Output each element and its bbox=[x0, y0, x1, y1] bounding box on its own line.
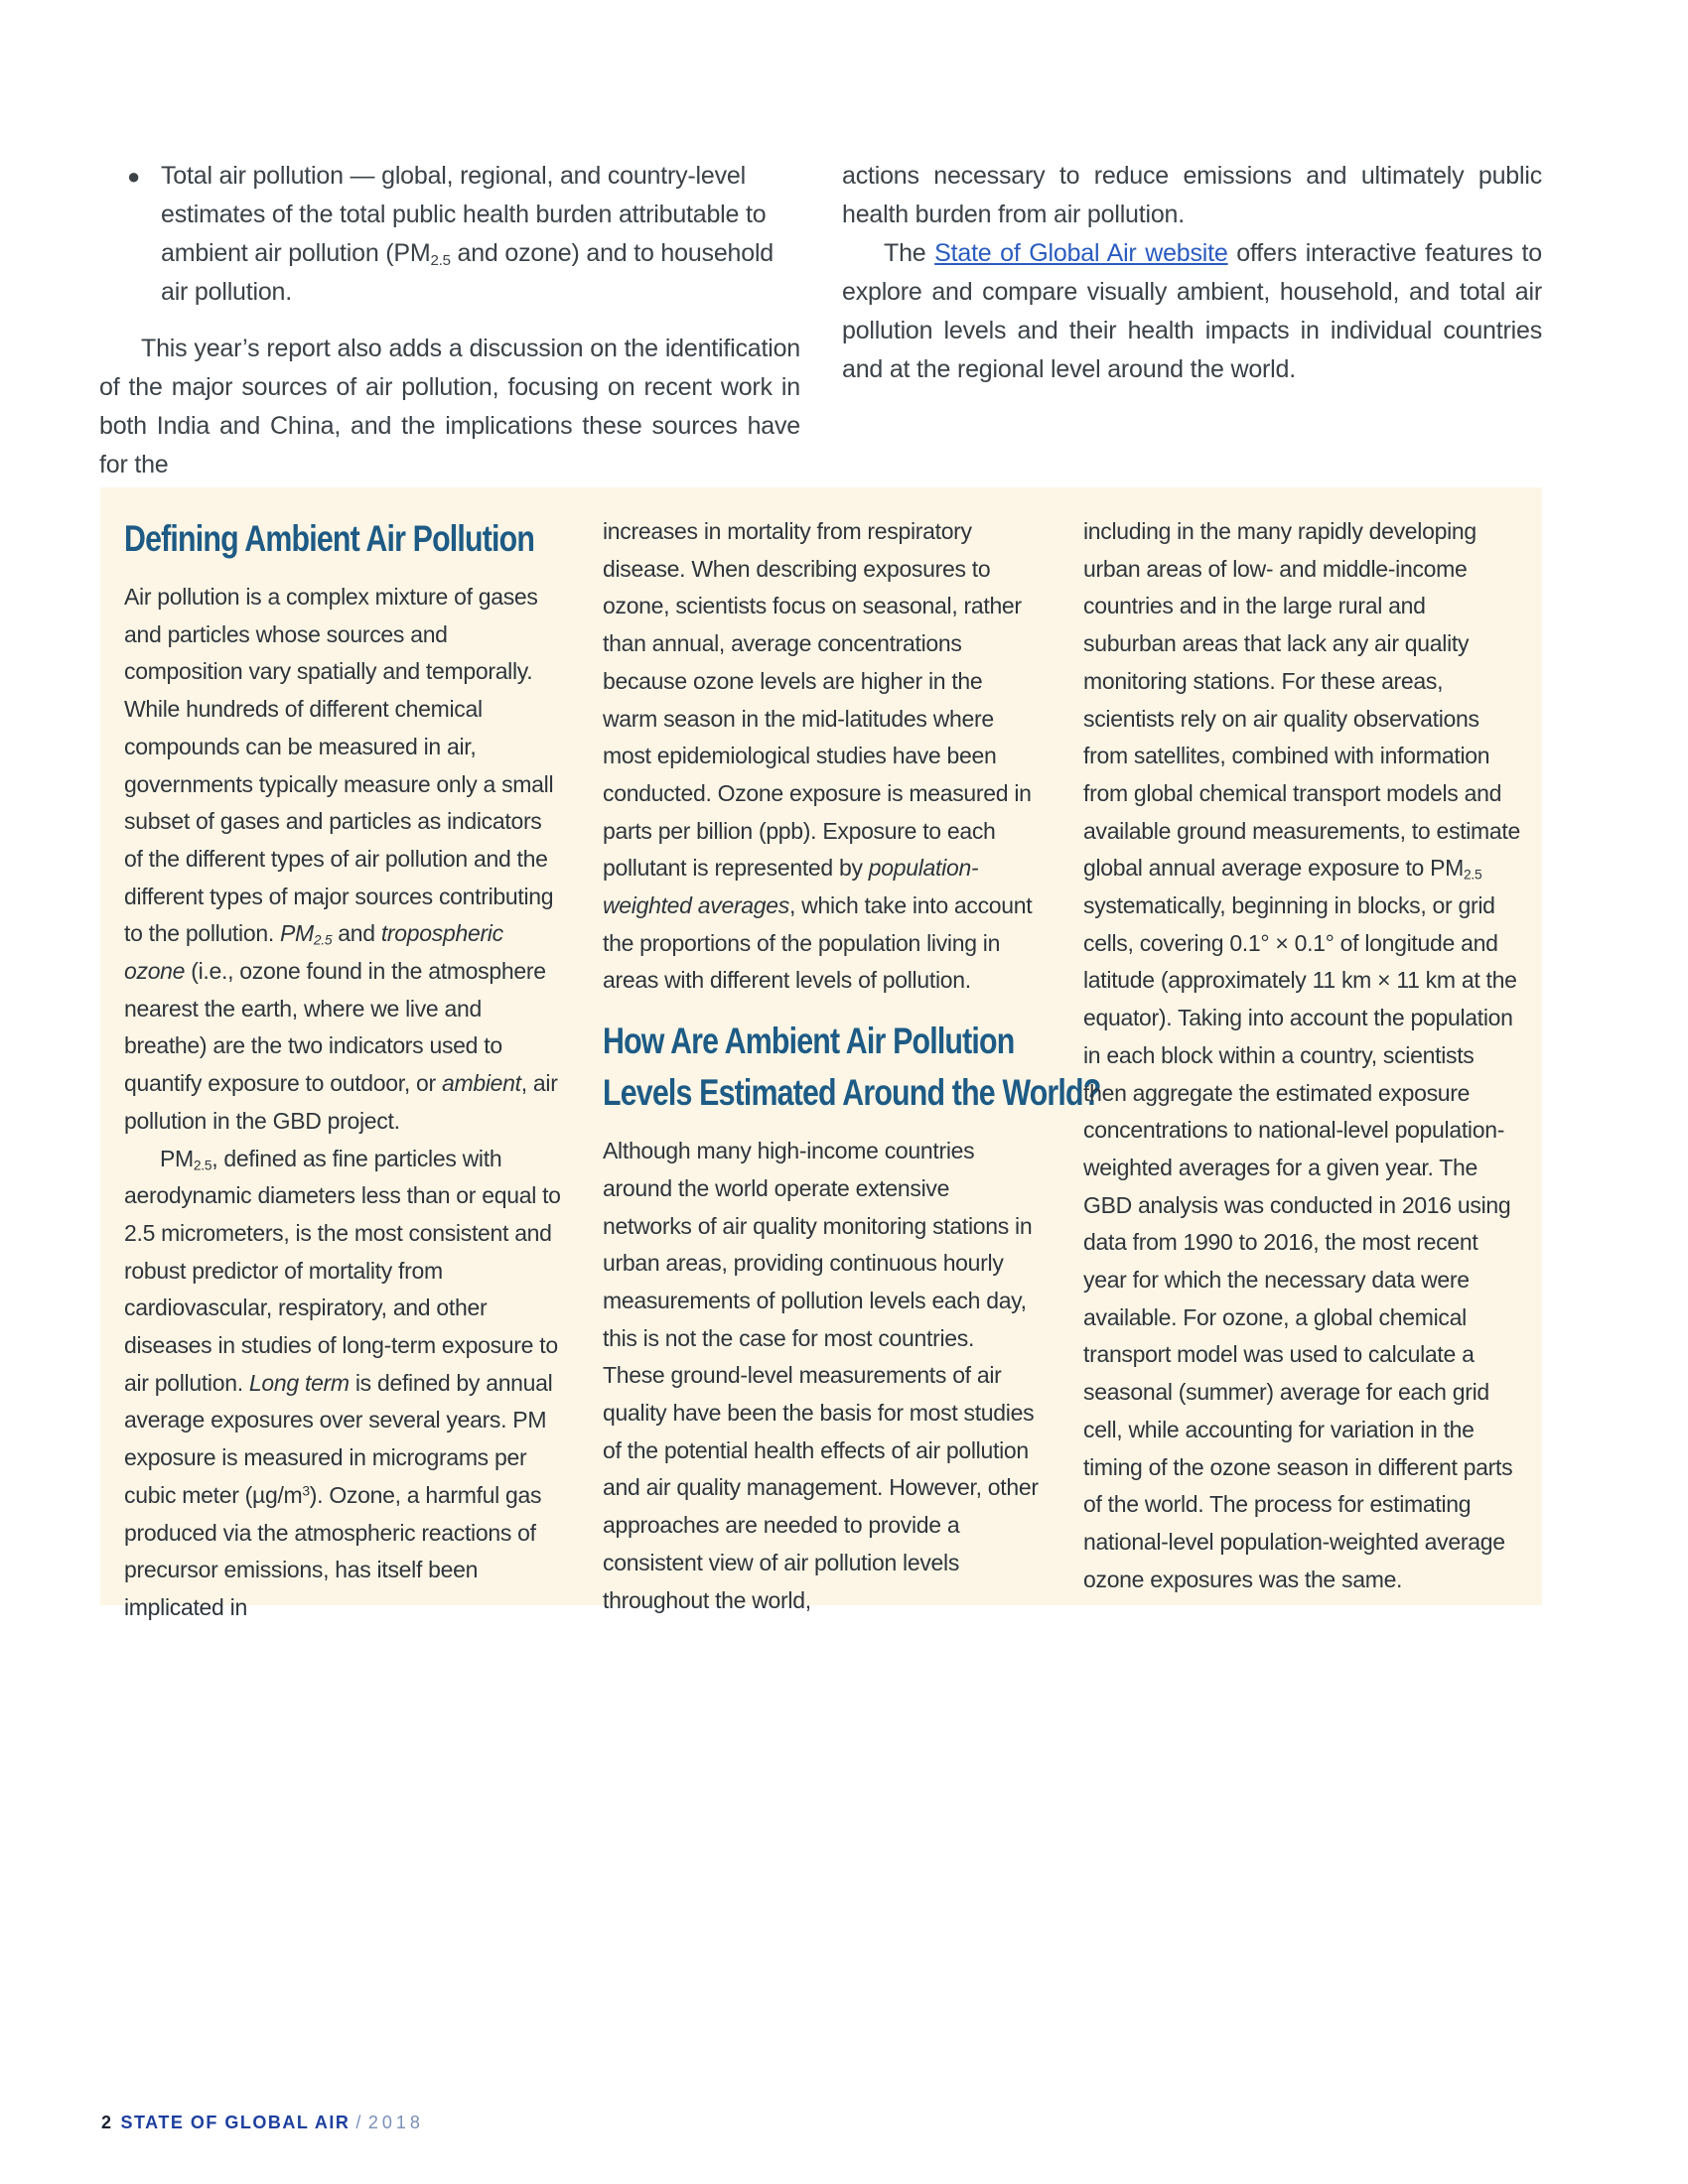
state-of-global-air-link[interactable]: State of Global Air website bbox=[934, 239, 1228, 267]
intro-paragraph-sources: This year’s report also adds a discussion on the identification of the major sources of air pollution, focusing on recent work in both India and China, and the implications these sources have for the bbox=[99, 335, 800, 478]
sidebar-paragraph-pm25 bbox=[124, 1141, 561, 1627]
pm-italic: PM bbox=[280, 920, 314, 947]
sidebar-heading-wrap bbox=[603, 1016, 1101, 1125]
intro-paragraph-actions: actions necessary to reduce emissions and ultimately public health burden from air pollution. bbox=[842, 162, 1542, 228]
text-run: , air pollution in the GBD project. bbox=[124, 1070, 558, 1134]
text-run: ). Ozone, a harmful gas produced via the atmospheric reactions of precursor emissions, has itself been implicated in bbox=[124, 1481, 542, 1620]
sidebar-heading-estimated-line1: How Are Ambient Air Pollution bbox=[603, 1021, 1015, 1062]
pm-subscript: 2.5 bbox=[193, 1157, 212, 1172]
sidebar-column-2 bbox=[603, 513, 1101, 1619]
sidebar-paragraph-definition bbox=[124, 579, 561, 1141]
long-term-italic: Long term bbox=[248, 1369, 350, 1396]
bullet-text-part2: and ozone) and to household air pollution. bbox=[161, 239, 774, 306]
bullet-dash: — bbox=[343, 162, 382, 190]
footer-brand: STATE OF GLOBAL AIR bbox=[120, 2113, 351, 2132]
footer-separator: / bbox=[355, 2113, 362, 2132]
sidebar-heading-defining: Defining Ambient Air Pollution bbox=[124, 518, 535, 559]
cubed-superscript: 3 bbox=[302, 1483, 310, 1499]
ambient-italic: ambient bbox=[441, 1070, 521, 1097]
sidebar-paragraph-satellites bbox=[1083, 513, 1520, 1598]
pm-subscript: 2.5 bbox=[313, 932, 333, 948]
text-run: , which take into account the proportions of the population living in areas with different levels of pollution. bbox=[603, 892, 1033, 994]
sidebar-heading-wrap bbox=[124, 513, 561, 565]
pm-subscript: 2.5 bbox=[1464, 867, 1482, 883]
tropospheric-ozone-italic: tropospheric ozone bbox=[124, 920, 503, 985]
intro-left-column bbox=[99, 157, 800, 484]
bullet-dot-icon: ● bbox=[127, 164, 141, 189]
bullet-text bbox=[161, 157, 800, 312]
intro-paragraph-website bbox=[842, 234, 1542, 389]
sidebar-paragraph-monitoring: Although many high-income countries around the world operate extensive networks of air quality monitoring stations in urban areas, providing continuous hourly measurements of pollution levels each day, this is not the case for most countries. These ground-level measurements of air quality have been the basis for most studies of the potential health effects of air pollution and air quality management. However, other approaches are needed to provide a consistent view of air pollution levels throughout the world, bbox=[603, 1138, 1039, 1613]
page-number: 2 bbox=[101, 2113, 113, 2132]
sidebar-paragraph-ozone bbox=[603, 513, 1040, 1000]
text-run: (i.e., ozone found in the atmosphere nearest the earth, where we live and breathe) are the two indicators used to quantify exposure to outdoor, or bbox=[124, 958, 546, 1097]
footer-year: 2018 bbox=[367, 2113, 424, 2132]
sidebar-column-1 bbox=[124, 513, 561, 1627]
sidebar-column-3 bbox=[1083, 513, 1520, 1598]
bullet-item-total-air-pollution bbox=[127, 157, 800, 312]
text-run: increases in mortality from respiratory disease. When describing exposures to ozone, scientists focus on seasonal, rather than annual, average concentrations because ozone levels are higher in the warm season in the mid-latitudes where most epidemiological studies have been conducted. Ozone exposure is measured in parts per billion (ppb). Exposure to each pollutant is represented by bbox=[603, 518, 1032, 882]
population-weighted-averages-italic: population-weighted averages bbox=[603, 855, 979, 919]
intro-right-column bbox=[842, 157, 1542, 389]
text-run: and bbox=[332, 920, 381, 947]
text-run: Air pollution is a complex mixture of gases and particles whose sources and composition vary spatially and temporally. While hundreds of different chemical compounds can be measured in air, governments typically measure only a small subset of gases and particles as indicators of the different types of air pollution and the different types of major sources contributing to the pollution. bbox=[124, 584, 554, 947]
defining-ambient-air-pollution-sidebar bbox=[100, 487, 1542, 1620]
sidebar-heading-estimated-line2: Levels Estimated Around the World? bbox=[603, 1072, 1101, 1114]
page-footer bbox=[101, 2113, 424, 2133]
text-run: is defined by annual average exposures over several years. PM exposure is measured in micrograms per cubic meter (µg/m bbox=[124, 1369, 553, 1508]
pm-text: PM bbox=[160, 1145, 194, 1171]
text-run: including in the many rapidly developing urban areas of low- and middle-income countries and in the large rural and suburban areas that lack any air quality monitoring stations. For these areas, scientists rely on air quality observations from satellites, combined with information from global chemical transport models and available ground measurements, to estimate global annual average exposure to PM bbox=[1083, 518, 1520, 882]
website-text-before: The bbox=[884, 239, 935, 267]
pm-subscript: 2.5 bbox=[430, 251, 451, 269]
text-run: , defined as fine particles with aerodynamic diameters less than or equal to 2.5 micrometers, is the most consistent and robust predictor of mortality from cardiovascular, respiratory, and other diseases in studies of long-term exposure to air pollution. bbox=[124, 1145, 561, 1396]
bullet-label: Total air pollution bbox=[161, 162, 344, 190]
text-run: systematically, beginning in blocks, or grid cells, covering 0.1° × 0.1° of longitude and latitude (approximately 11 km × 11 km at the equator). Taking into account the population in each block within a country, scientists then aggregate the estimated exposure concentrations to national-level population-weighted averages for a given year. The GBD analysis was conducted in 2016 using data from 1990 to 2016, the most recent year for which the necessary data were available. For ozone, a global chemical transport model was used to calculate a seasonal (summer) average for each grid cell, while accounting for variation in the timing of the ozone season in different parts of the world. The process for estimating national-level population-weighted average ozone exposures was the same. bbox=[1083, 892, 1517, 1592]
bullet-text-part1: global, regional, and country-level estimates of the total public health burden attributable to ambient air pollution (PM bbox=[161, 162, 767, 267]
website-text-after: offers interactive features to explore and compare visually ambient, household, and total air pollution levels and their health impacts in individual countries and at the regional level around the world. bbox=[842, 239, 1542, 383]
